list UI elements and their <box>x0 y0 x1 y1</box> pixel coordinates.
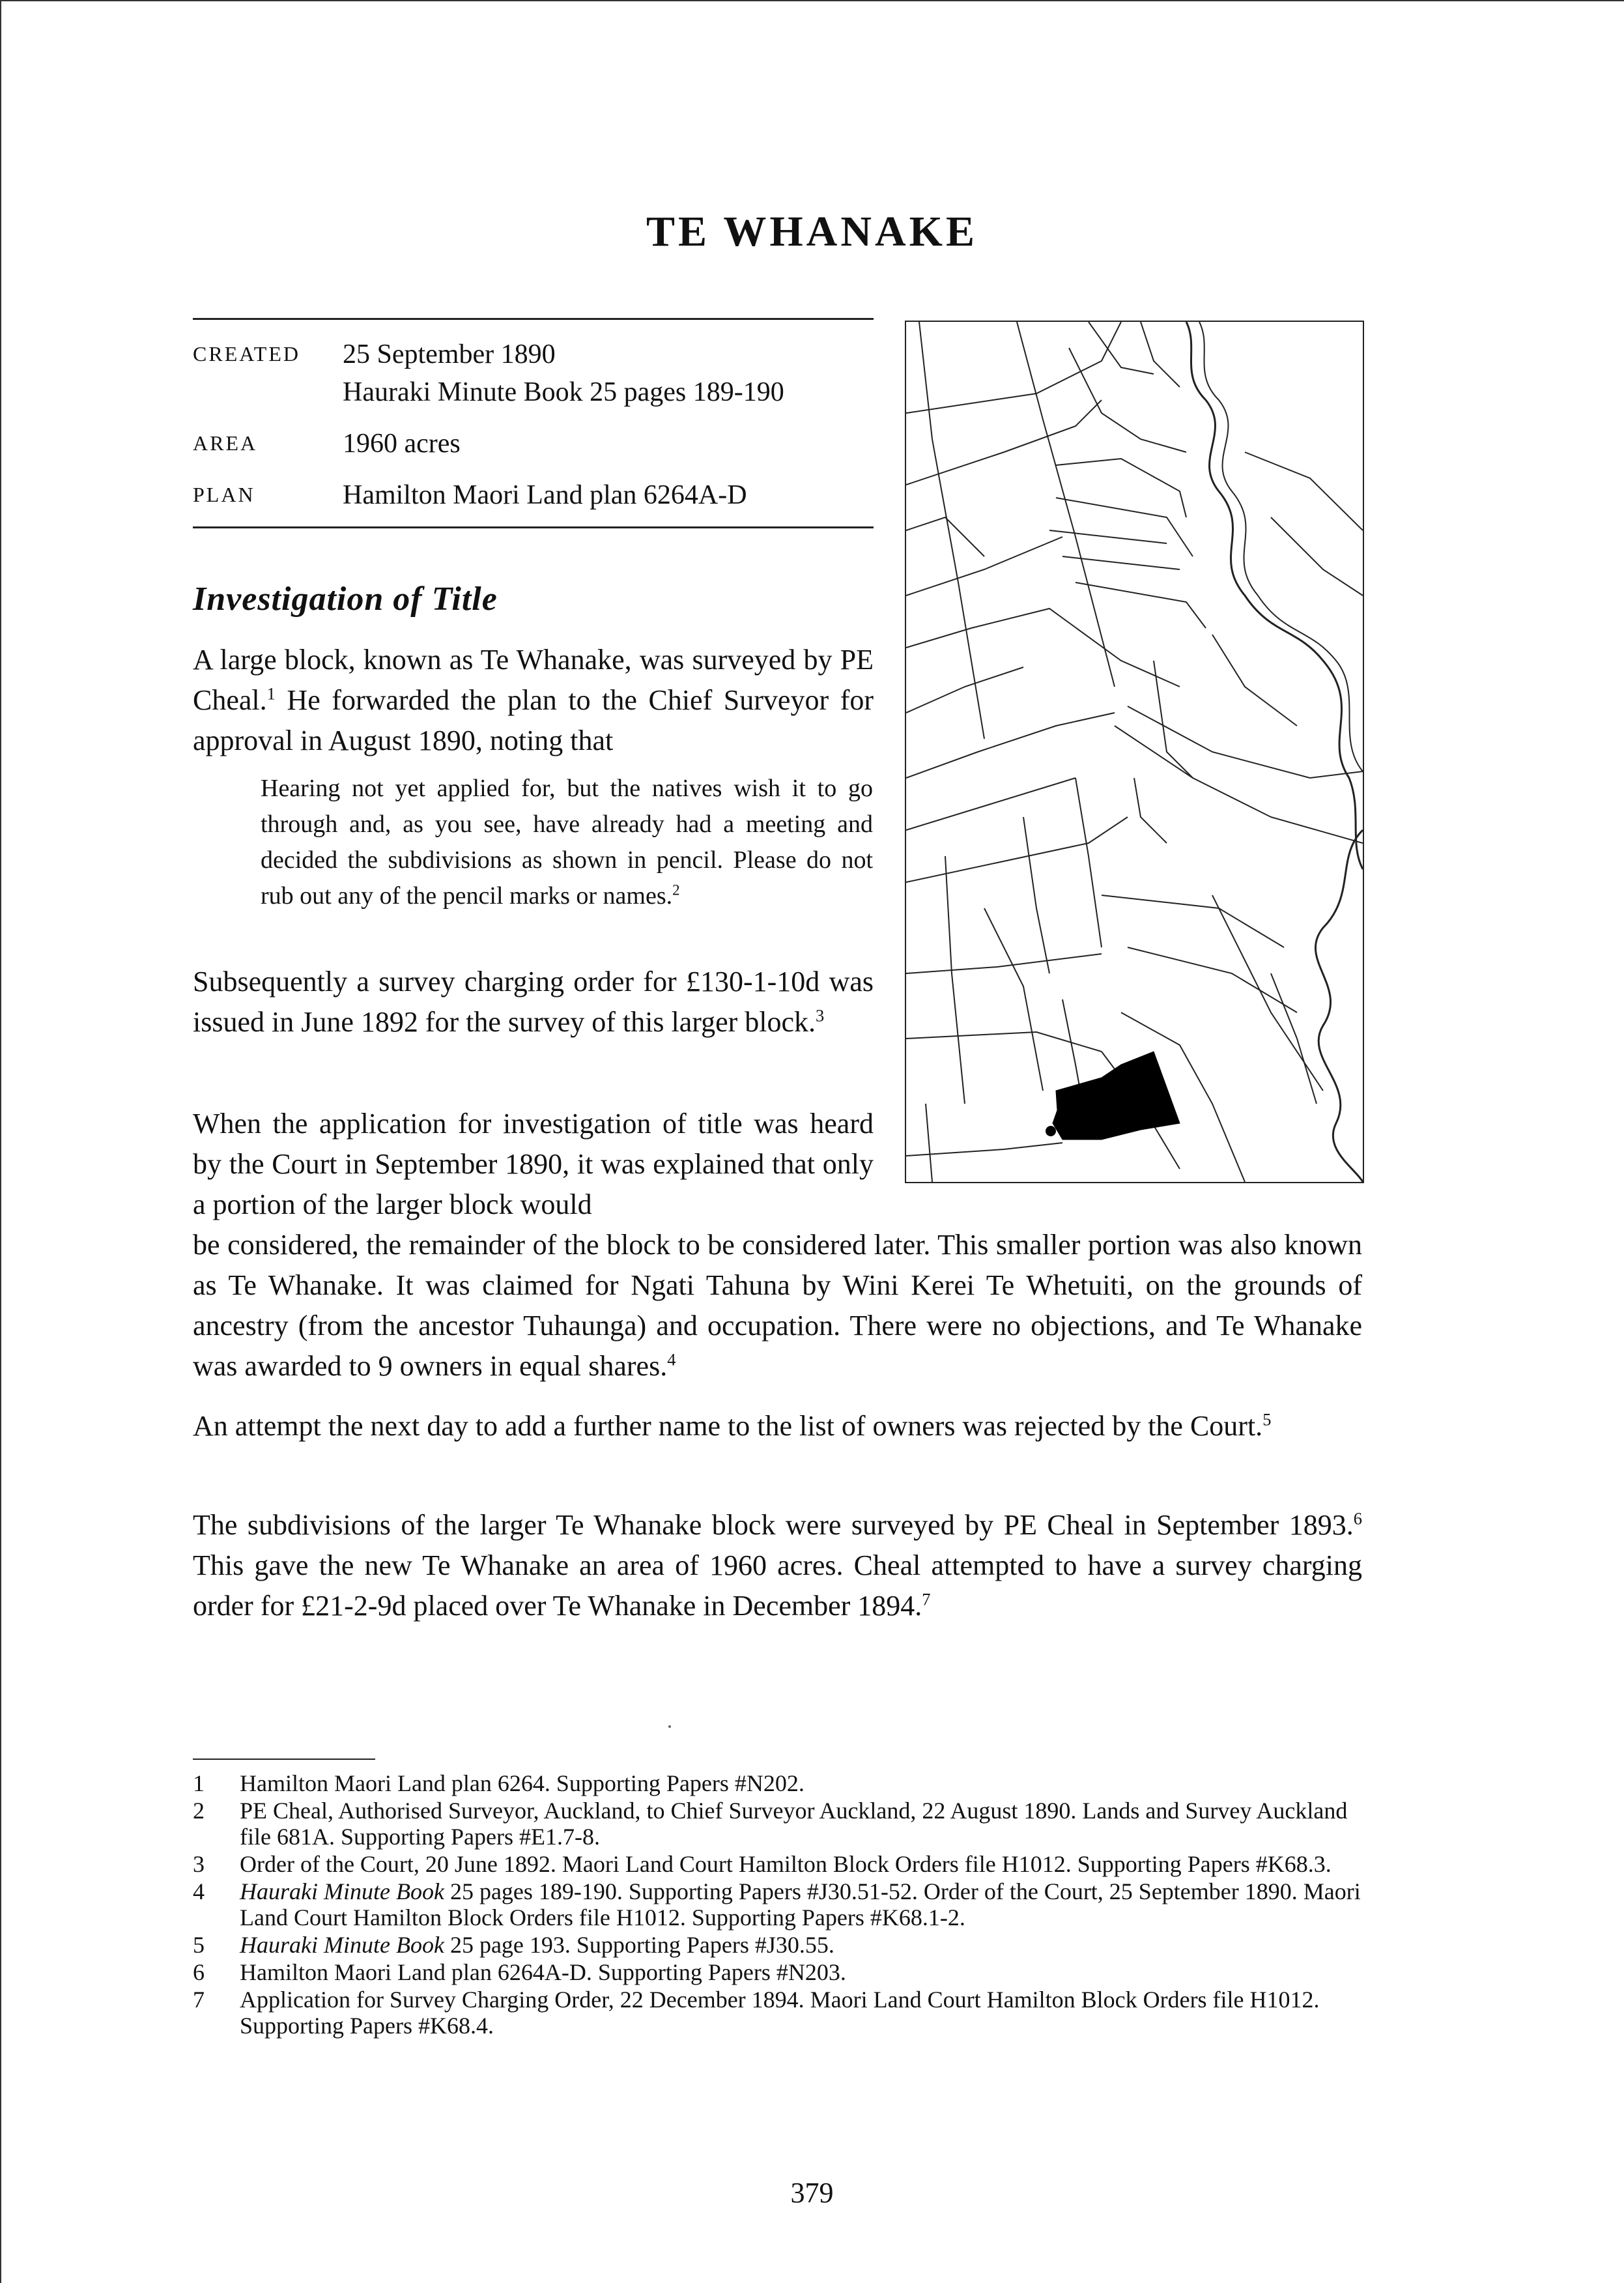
footnote-italic-title: Hauraki Minute Book <box>240 1878 444 1904</box>
footnote-text <box>240 1798 1365 1850</box>
paragraph-text: An attempt the next day to add a further name to the list of owners was rejected by the Court. <box>193 1410 1263 1442</box>
meta-value <box>343 336 877 411</box>
page-edge-left <box>0 0 1 2283</box>
paragraph-1 <box>193 640 874 761</box>
survey-map-figure <box>906 322 1363 1182</box>
footnote-number: 7 <box>193 1987 205 2013</box>
paragraph-text: The subdivisions of the larger Te Whanake block were surveyed by PE Cheal in September 1893. <box>193 1509 1354 1541</box>
te-whanake-block-highlight <box>1053 1052 1180 1140</box>
paragraph-4 <box>193 1406 1362 1446</box>
footnote-item <box>193 1798 1365 1850</box>
footnote-item <box>193 1878 1365 1931</box>
paragraph-text: A large block, known as Te Whanake, was surveyed by PE Cheal. <box>193 644 874 716</box>
footnote-ref: 3 <box>816 1005 825 1026</box>
map-boundaries <box>906 322 1363 1182</box>
paragraph-2 <box>193 962 874 1042</box>
page-number: 379 <box>790 2177 834 2209</box>
footnote-ref: 4 <box>667 1349 676 1370</box>
paragraph-3-continued <box>193 1225 1362 1386</box>
page-edge-top <box>0 0 1624 1</box>
paragraph-text: be considered, the remainder of the block to be considered later. This smaller portion was also known as Te Whanake. It was claimed for Ngati Tahuna by Wini Kerei Te Whetuiti, on the grounds of ancestry (from the ancestor Tuhaunga) and occupation. There were no objections, and Te Whanake was awarded to 9 owners in equal shares. <box>193 1229 1362 1382</box>
map-marker-dot <box>1046 1126 1056 1136</box>
paragraph-text: Subsequently a survey charging order for £130-1-10d was issued in June 1892 for the survey of this larger block. <box>193 966 874 1038</box>
meta-value: 1960 acres <box>343 429 461 459</box>
footnote-italic-title: Hauraki Minute Book <box>240 1932 444 1958</box>
footnote-body: 25 pages 189-190. Supporting Papers #J30.51-52. Order of the Court, 25 September 1890. Maori Land Court Hamilton Block Orders file H1012. Supporting Papers #K68.1-2. <box>240 1878 1361 1931</box>
footnote-text <box>240 1932 1365 1958</box>
speck <box>668 1725 671 1728</box>
footnote-number: 3 <box>193 1851 205 1877</box>
footnote-ref: 7 <box>922 1589 931 1609</box>
footnote-body: Hamilton Maori Land plan 6264A-D. Supporting Papers #N203. <box>240 1959 846 1985</box>
footnote-number: 2 <box>193 1798 205 1824</box>
footnote-body: Application for Survey Charging Order, 22 December 1894. Maori Land Court Hamilton Block Orders file H1012. Supporting Papers #K68.4. <box>240 1987 1320 2039</box>
section-heading: Investigation of Title <box>193 581 498 618</box>
meta-value: Hamilton Maori Land plan 6264A-D <box>343 480 747 510</box>
footnote-body: 25 page 193. Supporting Papers #J30.55. <box>444 1932 834 1958</box>
meta-bottom-rule <box>193 526 874 528</box>
footnote-text <box>240 1959 1365 1985</box>
footnote-rule <box>193 1759 375 1760</box>
footnote-item <box>193 1987 1365 2039</box>
footnote-ref: 6 <box>1353 1508 1362 1529</box>
paragraph-text: When the application for investigation of title was heard by the Court in September 1890, it was explained that only a portion of the larger block would <box>193 1108 874 1220</box>
block-quote <box>261 771 873 914</box>
footnote-number: 4 <box>193 1878 205 1904</box>
footnote-body: Order of the Court, 20 June 1892. Maori Land Court Hamilton Block Orders file H1012. Supporting Papers #K68.3. <box>240 1851 1332 1877</box>
paragraph-3 <box>193 1104 874 1225</box>
footnote-item <box>193 1770 1365 1796</box>
footnote-ref: 2 <box>672 882 680 898</box>
footnote-body: PE Cheal, Authorised Surveyor, Auckland, to Chief Surveyor Auckland, 22 August 1890. Lands and Survey Auckland file 681A. Supporting Papers #E1.7-8. <box>240 1798 1348 1850</box>
footnotes <box>193 1770 1365 2040</box>
meta-value-line: 25 September 1890 <box>343 339 556 369</box>
footnote-text <box>240 1878 1365 1931</box>
footnote-item <box>193 1851 1365 1877</box>
footnote-ref: 1 <box>266 683 276 704</box>
footnote-body: Hamilton Maori Land plan 6264. Supporting Papers #N202. <box>240 1770 805 1796</box>
footnote-item <box>193 1959 1365 1985</box>
footnote-ref: 5 <box>1262 1409 1272 1429</box>
footnote-number: 6 <box>193 1959 205 1985</box>
footnote-number: 5 <box>193 1932 205 1958</box>
block-map <box>905 321 1364 1183</box>
paragraph-5 <box>193 1505 1362 1626</box>
paragraph-text: This gave the new Te Whanake an area of 1960 acres. Cheal attempted to have a survey charging order for £21-2-9d placed over Te Whanake in December 1894. <box>193 1549 1362 1622</box>
footnote-text <box>240 1851 1365 1877</box>
footnote-number: 1 <box>193 1770 205 1796</box>
paragraph-text: He forwarded the plan to the Chief Surveyor for approval in August 1890, noting that <box>193 684 874 756</box>
page-title: TE WHANAKE <box>646 208 978 255</box>
quote-text: Hearing not yet applied for, but the natives wish it to go through and, as you see, have already had a meeting and decided the subdivisions as shown in pencil. Please do not rub out any of the pencil marks or names. <box>261 775 873 910</box>
footnote-text <box>240 1770 1365 1796</box>
footnote-text <box>240 1987 1365 2039</box>
footnote-item <box>193 1932 1365 1958</box>
meta-label: CREATED <box>193 342 300 366</box>
meta-label: PLAN <box>193 483 255 506</box>
meta-top-rule <box>193 318 874 320</box>
meta-value-line: Hauraki Minute Book 25 pages 189-190 <box>343 377 784 407</box>
meta-label: AREA <box>193 431 258 455</box>
